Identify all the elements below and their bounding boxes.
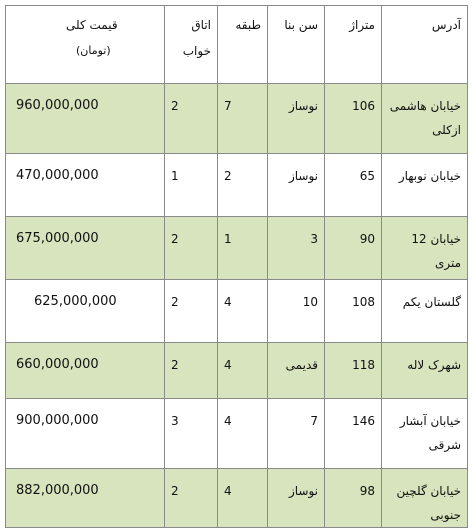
cell-area: 106 bbox=[325, 84, 382, 154]
header-floor: طبقه bbox=[218, 6, 268, 84]
header-bedrooms-line2: خواب bbox=[182, 44, 211, 58]
cell-age: نوساز bbox=[268, 154, 325, 217]
header-area: متراژ bbox=[325, 6, 382, 84]
header-price bbox=[6, 6, 165, 84]
cell-floor: 1 bbox=[218, 217, 268, 280]
cell-age: نوساز bbox=[268, 84, 325, 154]
header-bedrooms-line1: اتاق bbox=[191, 18, 211, 32]
cell-bedrooms: 2 bbox=[165, 280, 218, 343]
cell-floor: 4 bbox=[218, 399, 268, 469]
cell-age: نوساز bbox=[268, 469, 325, 528]
cell-price: 960,000,000 bbox=[6, 84, 165, 154]
cell-floor: 4 bbox=[218, 469, 268, 528]
table-row bbox=[6, 84, 468, 154]
table-row bbox=[6, 217, 468, 280]
cell-bedrooms: 2 bbox=[165, 469, 218, 528]
cell-price: 882,000,000 bbox=[6, 469, 165, 528]
cell-floor: 2 bbox=[218, 154, 268, 217]
header-price-unit: (تومان) bbox=[76, 44, 111, 57]
header-age: سن بنا bbox=[268, 6, 325, 84]
property-listing-table bbox=[5, 5, 468, 528]
cell-area: 90 bbox=[325, 217, 382, 280]
cell-price: 625,000,000 bbox=[6, 280, 165, 343]
cell-price: 675,000,000 bbox=[6, 217, 165, 280]
cell-floor: 4 bbox=[218, 280, 268, 343]
cell-bedrooms: 2 bbox=[165, 217, 218, 280]
header-price-label: قیمت کلی bbox=[66, 18, 118, 32]
cell-bedrooms: 3 bbox=[165, 399, 218, 469]
table-header-row bbox=[6, 6, 468, 84]
cell-address: خیابان گلچین جنوبی bbox=[382, 469, 468, 528]
cell-address: خیابان هاشمی ازکلی bbox=[382, 84, 468, 154]
cell-address: خیابان آبشار شرقی bbox=[382, 399, 468, 469]
cell-bedrooms: 1 bbox=[165, 154, 218, 217]
cell-address: خیابان نوبهار bbox=[382, 154, 468, 217]
cell-price: 660,000,000 bbox=[6, 343, 165, 399]
cell-price: 900,000,000 bbox=[6, 399, 165, 469]
cell-area: 146 bbox=[325, 399, 382, 469]
cell-age: 7 bbox=[268, 399, 325, 469]
header-address: آدرس bbox=[382, 6, 468, 84]
cell-age: 3 bbox=[268, 217, 325, 280]
cell-area: 98 bbox=[325, 469, 382, 528]
cell-age: 10 bbox=[268, 280, 325, 343]
cell-floor: 4 bbox=[218, 343, 268, 399]
table-row bbox=[6, 399, 468, 469]
cell-bedrooms: 2 bbox=[165, 343, 218, 399]
table-row bbox=[6, 280, 468, 343]
cell-age: قدیمی bbox=[268, 343, 325, 399]
cell-area: 65 bbox=[325, 154, 382, 217]
table-row bbox=[6, 154, 468, 217]
cell-address: گلستان یکم bbox=[382, 280, 468, 343]
cell-floor: 7 bbox=[218, 84, 268, 154]
header-bedrooms bbox=[165, 6, 218, 84]
cell-address: خیابان 12 متری bbox=[382, 217, 468, 280]
cell-area: 118 bbox=[325, 343, 382, 399]
cell-bedrooms: 2 bbox=[165, 84, 218, 154]
cell-address: شهرک لاله bbox=[382, 343, 468, 399]
table-row bbox=[6, 469, 468, 528]
table-row bbox=[6, 343, 468, 399]
cell-area: 108 bbox=[325, 280, 382, 343]
cell-price: 470,000,000 bbox=[6, 154, 165, 217]
